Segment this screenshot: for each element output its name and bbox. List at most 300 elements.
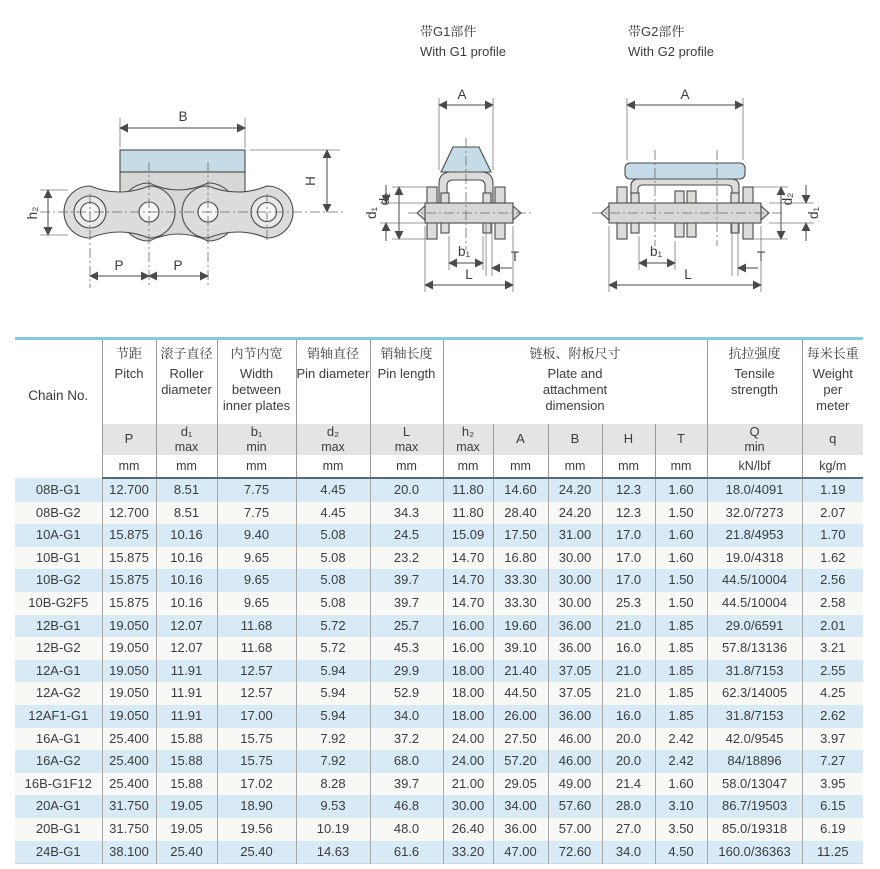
value-cell: 25.7	[370, 615, 443, 638]
value-cell: 36.00	[548, 615, 602, 638]
chain-spec-table	[15, 337, 863, 864]
unit-cell: mm	[217, 455, 296, 478]
value-cell: 39.10	[493, 637, 548, 660]
dim-label-a: A	[680, 87, 690, 102]
units-row	[15, 455, 863, 478]
value-cell: 58.0/13047	[707, 773, 802, 796]
value-cell: 1.70	[820, 527, 846, 543]
value-cell: 5.08	[296, 569, 370, 592]
value-cell: 21.0	[602, 682, 655, 705]
value-cell: 4.45	[296, 502, 370, 525]
value-cell: 29.0/6591	[707, 615, 802, 638]
unit-cell: mm	[493, 455, 548, 478]
value-cell: 4.50	[655, 841, 707, 864]
dim-label-d2: d₂	[377, 192, 392, 206]
dim-label-l: L	[684, 267, 692, 282]
header-en-label: Pin length	[377, 365, 436, 381]
value-cell: 36.00	[548, 637, 602, 660]
chain-no-cell: 08B-G2	[15, 502, 102, 525]
dim-label-l: L	[465, 267, 473, 282]
symbol-qualifier: max	[394, 439, 419, 454]
value-cell: 14.63	[296, 841, 370, 864]
chain-no-cell: 24B-G1	[15, 841, 102, 864]
header-plate-dimension	[443, 339, 707, 425]
value-cell: 15.875	[102, 592, 156, 615]
value-cell: 48.0	[370, 818, 443, 841]
value-cell: 24.20	[548, 502, 602, 525]
symbol-text: A	[516, 431, 525, 447]
value-cell: 21.4	[602, 773, 655, 796]
value-cell: 2.56	[820, 572, 846, 588]
unit-cell: kg/m	[802, 455, 863, 478]
symbol-d1	[156, 424, 217, 455]
value-cell: 86.7/19503	[707, 795, 802, 818]
header-en-label: Pin diameter	[296, 365, 370, 381]
value-cell: 17.0	[602, 524, 655, 547]
value-cell: 31.750	[102, 795, 156, 818]
value-cell: 1.85	[655, 660, 707, 683]
value-cell: 2.07	[820, 504, 846, 520]
dim-label-t: T	[756, 249, 766, 264]
value-cell: 12.3	[602, 502, 655, 525]
symbol-text: B	[570, 431, 580, 447]
value-cell: 61.6	[370, 841, 443, 864]
value-cell: 25.40	[217, 841, 296, 864]
symbol-text: Q	[749, 424, 760, 440]
value-cell: 8.51	[156, 478, 217, 502]
value-cell: 2.42	[655, 728, 707, 751]
symbol-text: H	[623, 431, 634, 447]
value-cell: 4.45	[296, 478, 370, 502]
value-cell: 5.94	[296, 660, 370, 683]
value-cell: 30.00	[548, 547, 602, 570]
header-pin-diameter	[296, 339, 370, 425]
value-cell: 18.90	[217, 795, 296, 818]
symbol-text: T	[677, 431, 685, 447]
value-cell: 17.00	[217, 705, 296, 728]
table-row	[15, 818, 863, 841]
header-zh-label: 滚子直径	[160, 346, 213, 361]
header-chain-no: Chain No.	[15, 339, 102, 479]
value-cell: 12.07	[156, 637, 217, 660]
dim-label-d1: d₁	[364, 206, 379, 220]
value-cell: 12.57	[217, 660, 296, 683]
unit-cell: mm	[296, 455, 370, 478]
value-cell: 24.20	[548, 478, 602, 502]
table-body	[15, 478, 863, 864]
value-cell: 19.05	[156, 818, 217, 841]
value-cell: 2.01	[820, 617, 846, 633]
value-cell: 27.0	[602, 818, 655, 841]
header-zh-label: 内节内宽	[230, 346, 283, 361]
symbol-p	[102, 424, 156, 455]
value-cell: 3.10	[655, 795, 707, 818]
value-cell: 33.30	[493, 569, 548, 592]
unit-cell: mm	[443, 455, 493, 478]
value-cell: 14.70	[443, 569, 493, 592]
value-cell: 12.3	[602, 478, 655, 502]
chain-no-cell: 12A-G2	[15, 682, 102, 705]
header-zh-label: 销轴直径	[306, 346, 359, 361]
value-cell: 36.00	[548, 705, 602, 728]
value-cell: 30.00	[548, 592, 602, 615]
dim-label-p: P	[114, 258, 124, 273]
value-cell: 10.16	[156, 569, 217, 592]
value-cell: 57.20	[493, 750, 548, 773]
chain-no-cell: 08B-G1	[15, 478, 102, 502]
value-cell: 68.0	[370, 750, 443, 773]
table-row	[15, 795, 863, 818]
value-cell: 19.050	[102, 615, 156, 638]
value-cell: 20.0	[602, 750, 655, 773]
value-cell: 36.00	[493, 818, 548, 841]
value-cell: 5.08	[296, 547, 370, 570]
value-cell: 16.0	[602, 637, 655, 660]
value-cell: 11.91	[156, 660, 217, 683]
attachment-top-band	[120, 150, 245, 172]
header-zh-label: 链板、附板尺寸	[529, 346, 621, 361]
table-row	[15, 660, 863, 683]
value-cell: 25.400	[102, 728, 156, 751]
header-roller-diameter	[156, 339, 217, 425]
value-cell: 25.40	[156, 841, 217, 864]
value-cell: 11.25	[816, 843, 849, 859]
symbol-qualifier: min	[744, 439, 765, 454]
value-cell: 39.7	[370, 592, 443, 615]
value-cell: 19.60	[493, 615, 548, 638]
value-cell: 15.88	[156, 728, 217, 751]
value-cell: 1.19	[820, 482, 846, 497]
header-en-label: Plate and attachment dimension	[542, 365, 608, 413]
value-cell: 46.00	[548, 750, 602, 773]
value-cell: 1.85	[655, 705, 707, 728]
value-cell: 15.88	[156, 773, 217, 796]
unit-cell: kN/lbf	[707, 455, 802, 478]
value-cell: 33.30	[493, 592, 548, 615]
value-cell: 3.21	[820, 640, 846, 656]
value-cell: 2.55	[820, 662, 846, 678]
symbol-qualifier: min	[246, 439, 267, 454]
symbol-h	[602, 424, 655, 455]
value-cell: 11.91	[156, 682, 217, 705]
chain-side-view-drawing	[25, 109, 345, 288]
header-inner-width	[217, 339, 296, 425]
value-cell: 1.85	[655, 682, 707, 705]
attachment-strap	[631, 179, 739, 205]
value-cell: 9.65	[217, 547, 296, 570]
symbol-b	[548, 424, 602, 455]
value-cell: 26.00	[493, 705, 548, 728]
symbol-h2	[443, 424, 493, 455]
table-row	[15, 615, 863, 638]
value-cell: 34.0	[370, 705, 443, 728]
value-cell: 57.60	[548, 795, 602, 818]
value-cell: 10.16	[156, 547, 217, 570]
value-cell: 21.40	[493, 660, 548, 683]
table-row	[15, 705, 863, 728]
value-cell: 39.7	[370, 773, 443, 796]
table-row	[15, 502, 863, 525]
value-cell: 12.57	[217, 682, 296, 705]
g1-profile-drawing	[364, 87, 532, 292]
value-cell: 2.62	[820, 707, 846, 723]
value-cell: 7.75	[217, 478, 296, 502]
header-pin-length	[370, 339, 443, 425]
value-cell: 21.0	[602, 660, 655, 683]
symbol-q	[802, 424, 863, 455]
table-row	[15, 750, 863, 773]
value-cell: 45.3	[370, 637, 443, 660]
header-en-label: Pitch	[114, 365, 144, 381]
value-cell: 19.56	[217, 818, 296, 841]
symbol-text: h₂	[461, 424, 475, 440]
value-cell: 5.94	[296, 705, 370, 728]
value-cell: 28.0	[602, 795, 655, 818]
value-cell: 25.3	[602, 592, 655, 615]
value-cell: 3.95	[820, 775, 846, 791]
chain-no-cell: 16A-G1	[15, 728, 102, 751]
symbol-text: d₂	[326, 424, 340, 440]
value-cell: 1.50	[655, 592, 707, 615]
value-cell: 29.05	[493, 773, 548, 796]
value-cell: 18.00	[443, 682, 493, 705]
value-cell: 19.05	[156, 795, 217, 818]
symbol-row	[15, 424, 863, 455]
value-cell: 33.20	[443, 841, 493, 864]
header-pitch	[102, 339, 156, 425]
unit-cell: mm	[655, 455, 707, 478]
value-cell: 11.68	[217, 637, 296, 660]
table-row	[15, 478, 863, 502]
unit-cell: mm	[548, 455, 602, 478]
dim-label-h2: h₂	[25, 206, 40, 220]
value-cell: 5.94	[296, 682, 370, 705]
value-cell: 5.72	[296, 615, 370, 638]
value-cell: 16.00	[443, 615, 493, 638]
symbol-q-min	[707, 424, 802, 455]
g1-caption-en: With G1 profile	[420, 43, 506, 59]
value-cell: 18.00	[443, 705, 493, 728]
header-en-label: Width between inner plates	[222, 365, 291, 413]
value-cell: 4.25	[820, 685, 846, 701]
value-cell: 21.8/4953	[707, 524, 802, 547]
value-cell: 3.50	[655, 818, 707, 841]
value-cell: 85.0/19318	[707, 818, 802, 841]
g2-profile-block	[625, 163, 745, 179]
value-cell: 39.7	[370, 569, 443, 592]
value-cell: 18.0/4091	[707, 478, 802, 502]
header-weight-per-meter	[802, 339, 863, 425]
value-cell: 20.0	[370, 478, 443, 502]
value-cell: 10.16	[156, 524, 217, 547]
unit-cell: mm	[156, 455, 217, 478]
value-cell: 37.2	[370, 728, 443, 751]
g2-caption-en: With G2 profile	[628, 43, 714, 59]
dim-label-d1: d₁	[806, 206, 821, 220]
value-cell: 28.40	[493, 502, 548, 525]
chain-no-cell: 10B-G1	[15, 547, 102, 570]
value-cell: 14.70	[443, 592, 493, 615]
value-cell: 15.75	[217, 728, 296, 751]
chain-no-cell: 12AF1-G1	[15, 705, 102, 728]
unit-cell: mm	[370, 455, 443, 478]
value-cell: 12.700	[102, 502, 156, 525]
value-cell: 21.0	[602, 615, 655, 638]
symbol-text: L	[402, 424, 411, 440]
value-cell: 18.00	[443, 660, 493, 683]
symbol-text: b₁	[250, 424, 263, 440]
chain-no-cell: 10A-G1	[15, 524, 102, 547]
value-cell: 11.80	[443, 478, 493, 502]
value-cell: 12.700	[102, 478, 156, 502]
value-cell: 37.05	[548, 660, 602, 683]
value-cell: 24.00	[443, 750, 493, 773]
symbol-l	[370, 424, 443, 455]
value-cell: 31.750	[102, 818, 156, 841]
value-cell: 16.0	[602, 705, 655, 728]
header-zh-label: 每米长重	[806, 346, 859, 361]
table-row	[15, 773, 863, 796]
header-zh-label: 销轴长度	[380, 346, 433, 361]
value-cell: 42.0/9545	[707, 728, 802, 751]
dim-label-h: H	[303, 176, 318, 186]
value-cell: 6.19	[820, 820, 846, 836]
value-cell: 1.85	[655, 615, 707, 638]
chain-no-cell: 10B-G2	[15, 569, 102, 592]
value-cell: 20.0	[602, 728, 655, 751]
g1-caption-zh: 带G1部件	[420, 24, 477, 39]
value-cell: 27.50	[493, 728, 548, 751]
value-cell: 10.16	[156, 592, 217, 615]
value-cell: 17.02	[217, 773, 296, 796]
value-cell: 19.050	[102, 660, 156, 683]
value-cell: 10.19	[296, 818, 370, 841]
symbol-a	[493, 424, 548, 455]
dim-label-b1: b₁	[457, 244, 471, 259]
table-row	[15, 682, 863, 705]
value-cell: 7.27	[820, 753, 846, 769]
value-cell: 19.050	[102, 682, 156, 705]
value-cell: 16.00	[443, 637, 493, 660]
dim-label-p: P	[173, 258, 183, 273]
value-cell: 32.0/7273	[707, 502, 802, 525]
value-cell: 9.65	[217, 569, 296, 592]
value-cell: 15.09	[443, 524, 493, 547]
value-cell: 1.60	[655, 524, 707, 547]
table-row	[15, 728, 863, 751]
value-cell: 38.100	[102, 841, 156, 864]
chain-no-cell: 16A-G2	[15, 750, 102, 773]
value-cell: 25.400	[102, 773, 156, 796]
value-cell: 7.92	[296, 728, 370, 751]
value-cell: 5.72	[296, 637, 370, 660]
chain-no-cell: 16B-G1F12	[15, 773, 102, 796]
value-cell: 26.40	[443, 818, 493, 841]
value-cell: 24.5	[370, 524, 443, 547]
value-cell: 23.2	[370, 547, 443, 570]
value-cell: 160.0/36363	[707, 841, 802, 864]
symbol-qualifier: max	[174, 439, 199, 454]
value-cell: 19.050	[102, 705, 156, 728]
unit-cell: mm	[602, 455, 655, 478]
g2-profile-drawing	[592, 87, 821, 292]
value-cell: 72.60	[548, 841, 602, 864]
value-cell: 5.08	[296, 524, 370, 547]
value-cell: 19.0/4318	[707, 547, 802, 570]
table-row	[15, 524, 863, 547]
value-cell: 25.400	[102, 750, 156, 773]
value-cell: 11.68	[217, 615, 296, 638]
value-cell: 17.0	[602, 547, 655, 570]
value-cell: 1.60	[655, 773, 707, 796]
value-cell: 12.07	[156, 615, 217, 638]
chain-no-cell: 12A-G1	[15, 660, 102, 683]
value-cell: 30.00	[548, 569, 602, 592]
value-cell: 14.70	[443, 547, 493, 570]
table-row	[15, 547, 863, 570]
dim-label-t: T	[510, 249, 520, 264]
dim-label-d2: d₂	[780, 192, 795, 206]
symbol-qualifier: max	[321, 439, 345, 454]
table-header	[15, 339, 863, 479]
value-cell: 3.97	[820, 730, 846, 746]
value-cell: 44.5/10004	[707, 592, 802, 615]
symbol-qualifier: max	[456, 439, 480, 454]
value-cell: 31.00	[548, 524, 602, 547]
value-cell: 1.60	[655, 547, 707, 570]
table-row	[15, 637, 863, 660]
value-cell: 31.8/7153	[707, 705, 802, 728]
value-cell: 44.5/10004	[707, 569, 802, 592]
value-cell: 6.15	[820, 798, 846, 814]
value-cell: 29.9	[370, 660, 443, 683]
value-cell: 17.0	[602, 569, 655, 592]
header-tensile-strength	[707, 339, 802, 425]
value-cell: 15.75	[217, 750, 296, 773]
value-cell: 9.53	[296, 795, 370, 818]
header-zh-label: 抗拉强度	[728, 346, 781, 361]
chain-no-cell: 10B-G2F5	[15, 592, 102, 615]
chain-no-cell: 20A-G1	[15, 795, 102, 818]
value-cell: 15.875	[102, 524, 156, 547]
value-cell: 52.9	[370, 682, 443, 705]
g1-profile-caption	[420, 22, 506, 61]
value-cell: 7.92	[296, 750, 370, 773]
symbol-text: P	[124, 431, 134, 447]
value-cell: 2.58	[820, 594, 846, 610]
value-cell: 34.00	[493, 795, 548, 818]
value-cell: 19.050	[102, 637, 156, 660]
dim-label-a: A	[457, 87, 467, 102]
chain-no-cell: 20B-G1	[15, 818, 102, 841]
chain-no-cell: 12B-G1	[15, 615, 102, 638]
value-cell: 46.8	[370, 795, 443, 818]
value-cell: 1.50	[655, 569, 707, 592]
header-en-label: Tensile strength	[731, 365, 779, 397]
value-cell: 62.3/14005	[707, 682, 802, 705]
value-cell: 8.51	[156, 502, 217, 525]
table-row	[15, 569, 863, 592]
value-cell: 1.85	[655, 637, 707, 660]
header-en-label: Weight per meter	[812, 365, 853, 413]
value-cell: 1.50	[655, 502, 707, 525]
value-cell: 44.50	[493, 682, 548, 705]
value-cell: 15.875	[102, 547, 156, 570]
value-cell: 8.28	[296, 773, 370, 796]
value-cell: 84/18896	[707, 750, 802, 773]
header-zh-label: 节距	[115, 346, 142, 361]
value-cell: 34.3	[370, 502, 443, 525]
